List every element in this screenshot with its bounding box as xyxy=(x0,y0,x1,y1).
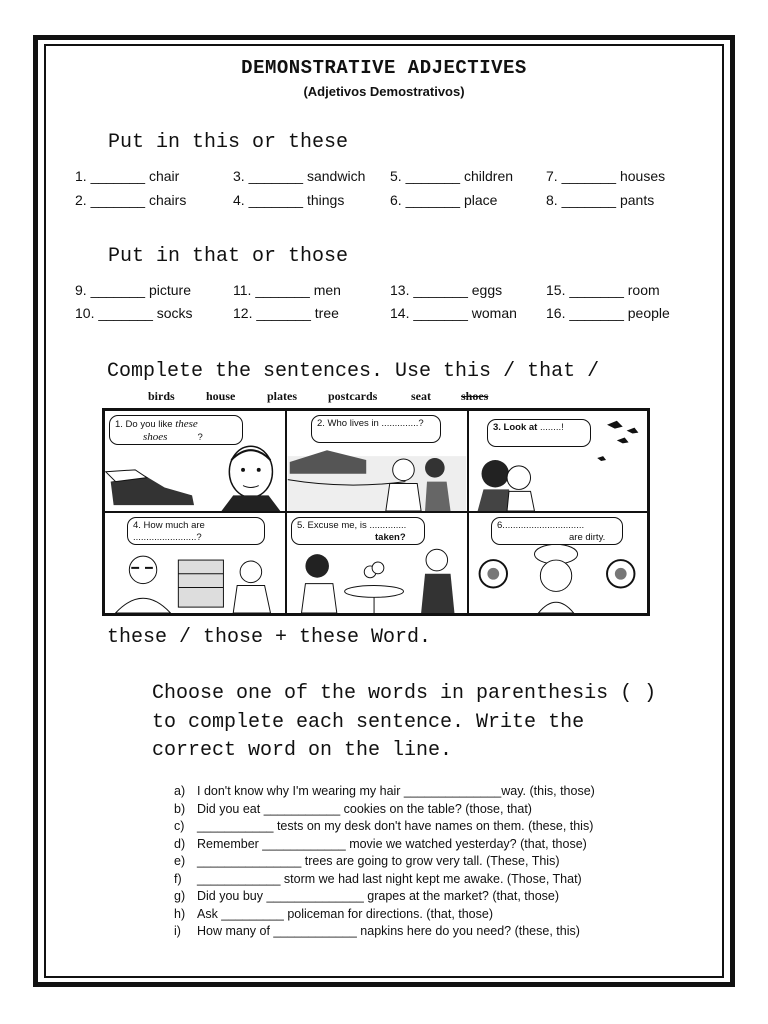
comic-panel-2 xyxy=(286,410,468,512)
exercise-item: 9. _______ picture xyxy=(75,282,192,298)
section3-continuation: these / those + these Word. xyxy=(107,626,432,649)
exercise-item: 15. _______ room xyxy=(546,282,660,298)
speech-bubble: 2. Who lives in ..............? xyxy=(311,415,441,443)
word-bank-item: seat xyxy=(411,389,431,403)
exercise-item: 14. _______ woman xyxy=(390,305,517,321)
section2-heading: Put in that or those xyxy=(108,245,349,268)
word-bank-item: plates xyxy=(267,389,297,403)
exercise-item: 16. _______ people xyxy=(546,305,670,321)
sentence-item: h) Ask _________ policeman for directions. (that, those) xyxy=(174,907,494,921)
exercise-item: 4. _______ things xyxy=(233,192,345,208)
section1-heading: Put in this or these xyxy=(108,131,349,154)
exercise-item: 13. _______ eggs xyxy=(390,282,503,298)
exercise-item: 11. _______ men xyxy=(233,282,341,298)
section4-heading: Choose one of the words in parenthesis ( ) to complete each sentence. Write the correct word on the line. xyxy=(152,682,657,762)
worksheet-subtitle: (Adjetivos Demostrativos) xyxy=(303,84,465,99)
exercise-item: 8. _______ pants xyxy=(546,192,655,208)
sentence-item: f) ____________ storm we had last night kept me awake. (Those, That) xyxy=(174,872,582,886)
sentence-item: d) Remember ____________ movie we watched yesterday? (that, those) xyxy=(174,837,587,851)
sentence-item: a) I don't know why I'm wearing my hair ______________way. (this, those) xyxy=(174,784,595,798)
sentence-item: b) Did you eat ___________ cookies on the table? (those, that) xyxy=(174,802,532,816)
word-bank-item: birds xyxy=(148,389,175,403)
section3-heading: Complete the sentences. Use this / that / xyxy=(107,360,600,383)
sentence-item: g) Did you buy ______________ grapes at the market? (that, those) xyxy=(174,889,560,903)
exercise-item: 10. _______ socks xyxy=(75,305,193,321)
exercise-item: 5. _______ children xyxy=(390,168,514,184)
speech-bubble: 6............................... are dirty. xyxy=(491,517,623,545)
comic-panel-5 xyxy=(286,512,468,614)
comic-panel-6 xyxy=(468,512,648,614)
exercise-item: 2. _______ chairs xyxy=(75,192,187,208)
speech-bubble: 4. How much are ........................? xyxy=(127,517,265,545)
word-bank-item: postcards xyxy=(328,389,378,403)
word-bank-item-crossed: shoes xyxy=(461,389,489,403)
speech-bubble: 3. Look at ........! xyxy=(487,419,591,447)
sentence-item: c) ___________ tests on my desk don't have names on them. (these, this) xyxy=(174,819,594,833)
sentence-item: e) _______________ trees are going to grow very tall. (These, This) xyxy=(174,854,560,868)
exercise-item: 7. _______ houses xyxy=(546,168,666,184)
comic-strip xyxy=(102,408,650,616)
comic-panel-4 xyxy=(104,512,286,614)
comic-panel-1 xyxy=(104,410,286,512)
comic-panel-3 xyxy=(468,410,648,512)
exercise-item: 3. _______ sandwich xyxy=(233,168,366,184)
exercise-item: 1. _______ chair xyxy=(75,168,180,184)
worksheet-title: DEMONSTRATIVE ADJECTIVES xyxy=(241,57,527,79)
exercise-item: 6. _______ place xyxy=(390,192,498,208)
word-bank-item: house xyxy=(206,389,236,403)
exercise-item: 12. _______ tree xyxy=(233,305,339,321)
sentence-item: i) How many of ____________ napkins here do you need? (these, this) xyxy=(174,924,580,938)
speech-bubble: 5. Excuse me, is .............. taken? xyxy=(291,517,425,545)
speech-bubble: 1. Do you like these shoes ? xyxy=(109,415,243,445)
